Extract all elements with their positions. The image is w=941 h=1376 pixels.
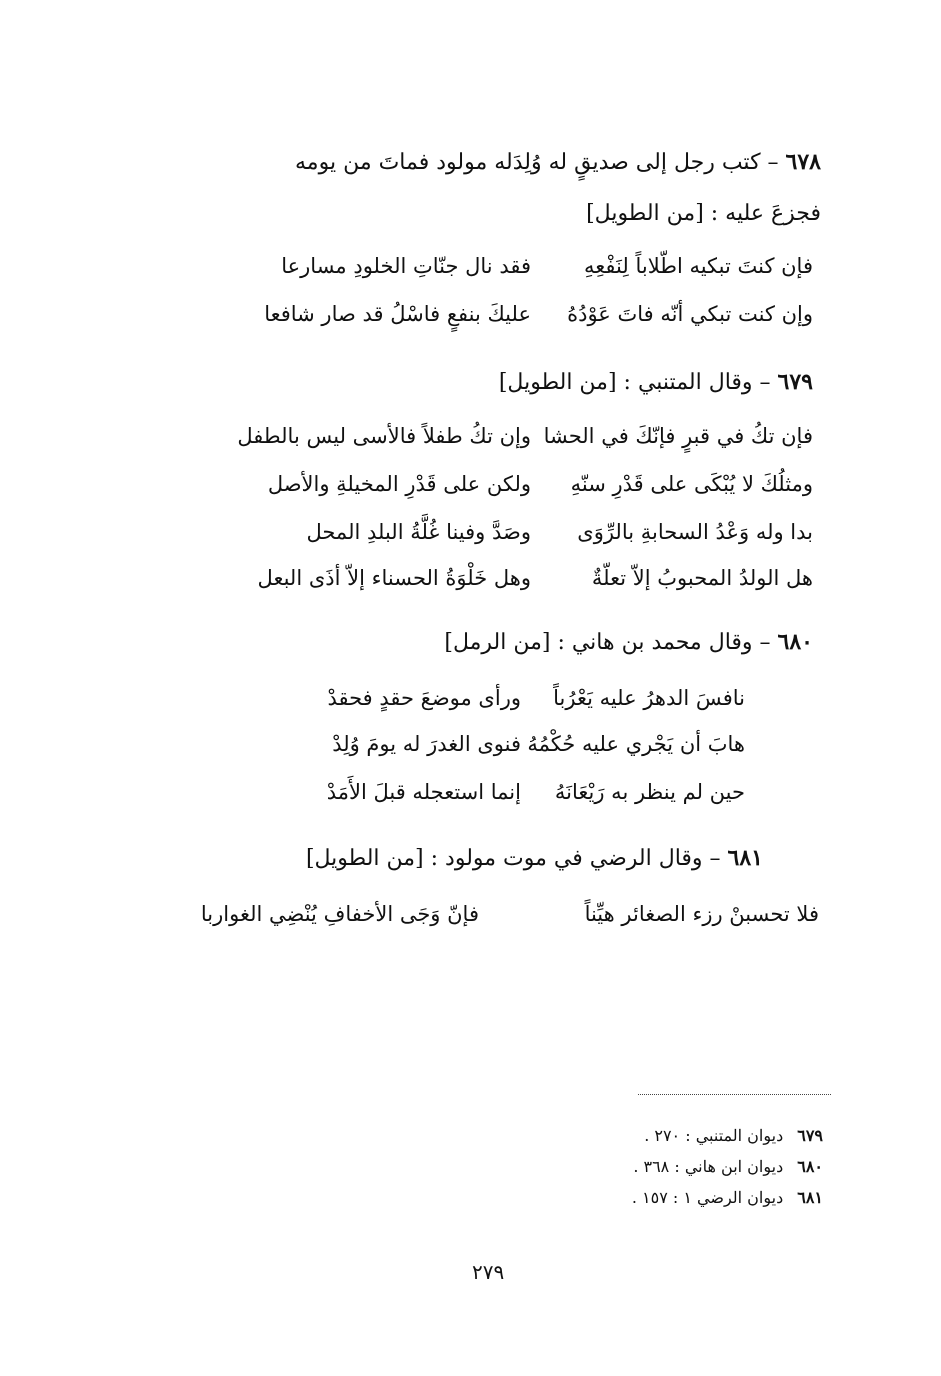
entry-intro: – وقال محمد بن هاني : [من الرمل] — [444, 630, 771, 655]
verse-first-half: نافسَ الدهرُ عليه يَعْرُباً — [553, 686, 745, 710]
footnote-number: ٦٧٩ — [797, 1126, 823, 1145]
entry-intro: – وقال الرضي في موت مولود : [من الطويل] — [305, 846, 721, 871]
verse-second-half: ورأى موضعَ حقدٍ فحقدْ — [327, 686, 521, 710]
verse-first-half: هابَ أن يَجْري عليه حُكْمُهُ — [527, 732, 745, 756]
verse-first-half: بدا وله وَعْدُ السحابةِ بالرِّوَى — [577, 520, 813, 544]
footnote-divider — [638, 1094, 831, 1095]
entry-number: ٦٧٩ — [777, 369, 813, 395]
footnote-number: ٦٨٠ — [797, 1157, 823, 1176]
entry-intro: – وقال المتنبي : [من الطويل] — [498, 370, 771, 395]
verse-second-half: إنما استعجله قبلَ الأَمَدْ — [326, 780, 521, 804]
entry-number: ٦٧٨ — [785, 149, 821, 175]
verse-second-half: وإن تكُ طفلاً فالأسى ليس بالطفل — [237, 424, 531, 448]
verse-first-half: فلا تحسبنْ رزء الصغائر هيِّناً — [584, 902, 819, 926]
verse-second-half: فإنّ وَجَى الأخفافِ يُنْضِي الغواربا — [200, 902, 479, 926]
verse-first-half: فإن تكُ في قبرٍ فإنّكَ في الحشا — [543, 424, 813, 448]
verse-first-half: فإن كنتَ تبكيه اطّلاباً لِنَفْعِهِ — [584, 254, 813, 278]
entry-intro: – كتب رجل إلى صديقٍ له وُلِدَله مولود فماتَ من يومه — [295, 150, 779, 175]
footnote-text: ديوان الرضي ١ : ١٥٧ . — [631, 1188, 784, 1207]
footnote — [633, 1155, 823, 1179]
entry-number: ٦٨١ — [727, 845, 763, 871]
verse-second-half: فنوى الغدرَ له يومَ وُلِدْ — [332, 732, 521, 756]
entry-679-heading — [499, 366, 813, 399]
footnote-number: ٦٨١ — [797, 1188, 823, 1207]
entry-678-heading — [295, 146, 821, 179]
footnote-text: ديوان ابن هاني : ٣٦٨ . — [633, 1157, 784, 1176]
entry-678-meter: فجزعَ عليه : [من الطويل] — [586, 201, 821, 226]
footnote — [632, 1186, 823, 1210]
verse-second-half: ولكن على قَدْرِ المخيلةِ والأصل — [267, 472, 531, 496]
verse-second-half: وهل خَلْوَةُ الحسناء إلاّ أذَى البعل — [257, 566, 531, 590]
verse-first-half: هل الولدُ المحبوبُ إلاّ تعلّةٌ — [591, 566, 813, 590]
footnote-text: ديوان المتنبي : ٢٧٠ . — [644, 1126, 784, 1145]
verse-second-half: عليكَ بنفعٍ فاسْلُ قد صار شافعا — [264, 302, 531, 326]
verse-second-half: وصَدَّ وفينا غُلَّةُ البلدِ المحل — [306, 520, 531, 544]
verse-second-half: فقد نال جنّاتِ الخلودِ مسارعا — [281, 254, 531, 278]
footnote — [644, 1124, 823, 1148]
entry-number: ٦٨٠ — [777, 629, 813, 655]
entry-681-heading — [306, 842, 763, 875]
entry-680-heading — [444, 626, 813, 659]
page-number: ٢٧٩ — [472, 1260, 505, 1284]
verse-first-half: وإن كنت تبكي أنّه فاتَ عَوْدُهُ — [567, 302, 813, 326]
verse-first-half: ومثلُكَ لا يُبْكَى على قَدْرِ سنّهِ — [570, 472, 813, 496]
verse-first-half: حين لم ينظر به رَيْعَانَهُ — [554, 780, 745, 804]
